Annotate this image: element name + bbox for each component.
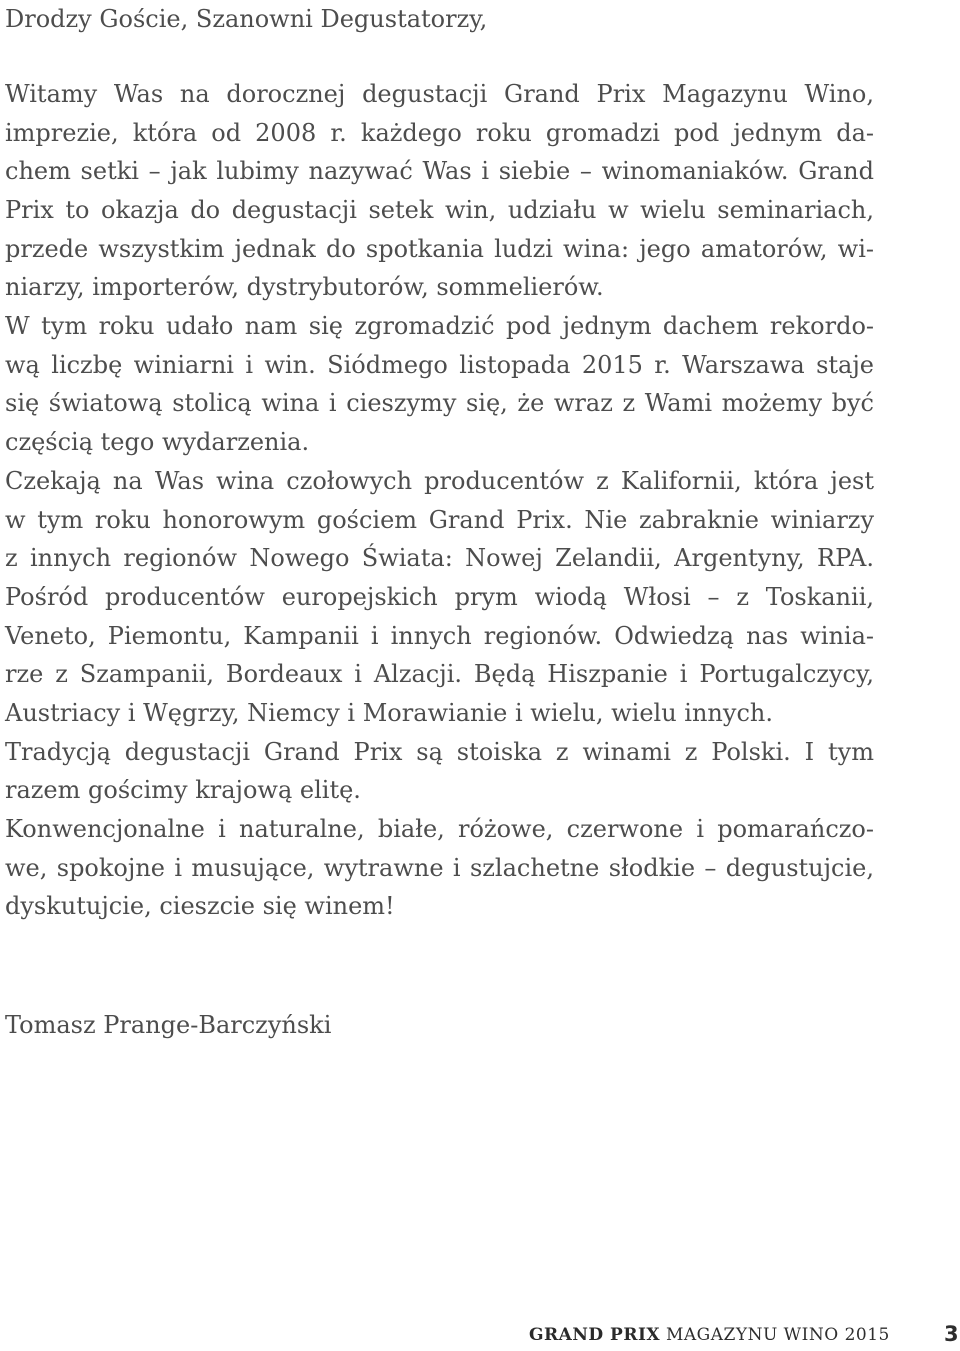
footer-brand: GRAND PRIX — [529, 1325, 661, 1345]
letter-line: Austriacy i Węgrzy, Niemcy i Morawianie i wielu, wielu innych. — [5, 699, 773, 727]
letter-line: przede wszystkim jednak do spotkania ludzi wina: jego amatorów, wi- — [5, 235, 874, 263]
letter-line: dyskutujcie, cieszcie się winem! — [5, 892, 395, 920]
letter-line: Witamy Was na dorocznej degustacji Grand Prix Magazynu Wino, — [5, 80, 874, 108]
letter-line: się światową stolicą wina i cieszymy się, że wraz z Wami możemy być — [5, 389, 874, 417]
signature: Tomasz Prange-Barczyński — [5, 1011, 332, 1039]
salutation: Drodzy Goście, Szanowni Degustatorzy, — [5, 5, 488, 33]
letter-line: częścią tego wydarzenia. — [5, 428, 310, 456]
letter-line: z innych regionów Nowego Świata: Nowej Zelandii, Argentyny, RPA. — [5, 544, 874, 572]
letter-line: Tradycją degustacji Grand Prix są stoiska z winami z Polski. I tym — [5, 738, 874, 766]
letter-line: chem setki – jak lubimy nazywać Was i siebie – winomaniaków. Grand — [5, 157, 874, 185]
letter-line: Veneto, Piemontu, Kampanii i innych regionów. Odwiedzą nas winia- — [5, 622, 874, 650]
letter-line: rze z Szampanii, Bordeaux i Alzacji. Będą Hiszpanie i Portugalczycy, — [5, 660, 874, 688]
letter-line: Konwencjonalne i naturalne, białe, różowe, czerwone i pomarańczo- — [5, 815, 874, 843]
letter-line: Prix to okazja do degustacji setek win, udziału w wielu seminariach, — [5, 196, 874, 224]
letter-line: imprezie, która od 2008 r. każdego roku gromadzi pod jednym da- — [5, 119, 874, 147]
footer-publication: MAGAZYNU WINO 2015 — [666, 1325, 890, 1345]
letter-line: w tym roku honorowym gościem Grand Prix. Nie zabraknie winiarzy — [5, 506, 874, 534]
letter-line: wą liczbę winiarni i win. Siódmego listopada 2015 r. Warszawa staje — [5, 351, 874, 379]
letter-line: we, spokojne i musujące, wytrawne i szlachetne słodkie – degustujcie, — [5, 854, 874, 882]
letter-line: Pośród producentów europejskich prym wiodą Włosi – z Toskanii, — [5, 583, 874, 611]
page-footer — [529, 1322, 890, 1348]
page-number: 3 — [944, 1322, 959, 1346]
letter-line: razem gościmy krajową elitę. — [5, 776, 361, 804]
letter-line: W tym roku udało nam się zgromadzić pod jednym dachem rekordo- — [5, 312, 874, 340]
letter-line: niarzy, importerów, dystrybutorów, sommelierów. — [5, 273, 604, 301]
letter-line: Czekają na Was wina czołowych producentów z Kalifornii, która jest — [5, 467, 874, 495]
